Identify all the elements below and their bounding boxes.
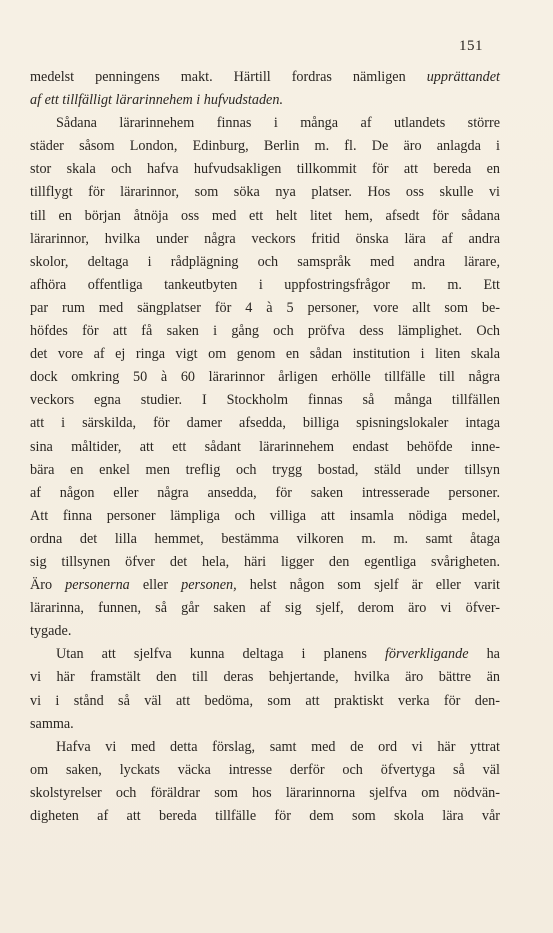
text-segment: eller [129, 577, 182, 594]
text-line [30, 297, 500, 320]
italic-text: af ett tillfälligt lärarinnehem i hufvudstaden. [30, 92, 283, 109]
text-line [30, 713, 500, 736]
italic-text: personerna [65, 577, 130, 594]
text-line [30, 505, 500, 528]
text-line [30, 366, 500, 389]
text-line [30, 805, 500, 828]
text-line [30, 620, 500, 643]
text-line [30, 643, 500, 666]
text-line [30, 412, 500, 435]
text-line [30, 112, 500, 135]
text-line [30, 66, 500, 89]
text-line [30, 528, 500, 551]
text-line [30, 343, 500, 366]
text-segment: skolstyrelser och föräldrar som hos lärarinnorna sjelfva om nödvän- [30, 784, 500, 801]
text-segment: lärarinnor, hvilka under några veckors fritid önska lära af andra [30, 230, 500, 247]
text-segment: afhöra offentliga tankeutbyten i uppfostringsfrågor m. m. Ett [30, 276, 500, 293]
text-segment: helst någon som sjelf är eller varit [236, 577, 500, 594]
italic-text: upprättandet [426, 69, 500, 85]
text-segment: dock omkring 50 à 60 lärarinnor årligen erhölle tillfälle till några [30, 369, 500, 386]
text-segment: sig tillsynen öfver det hela, häri ligger den egentliga svårigheten. [30, 553, 500, 570]
text-segment: bära en enkel men treflig och trygg bostad, stäld under tillsyn [30, 461, 500, 478]
text-segment: af någon eller några ansedda, för saken intresserade personer. [30, 484, 500, 501]
text-line [30, 551, 500, 574]
page-number: 151 [459, 38, 483, 54]
text-segment: Att finna personer lämpliga och villiga att insamla nödiga medel, [30, 507, 500, 524]
text-line [30, 389, 500, 412]
text-line [30, 574, 500, 597]
text-segment: veckors egna studier. I Stockholm finnas så många tillfällen [30, 392, 500, 409]
text-segment: vi här framstält den till deras behjertande, hvilka äro bättre än [30, 669, 500, 686]
text-line [30, 158, 500, 181]
text-line [30, 736, 500, 759]
text-segment: till en början åtnöja oss med ett helt litet hem, afsedt för sådana [30, 207, 500, 224]
text-line [30, 782, 500, 805]
text-segment: skolor, deltaga i rådplägning och samspråk med andra lärare, [30, 253, 500, 270]
text-line [30, 205, 500, 228]
text-line [30, 482, 500, 505]
text-segment: Utan att sjelfva kunna deltaga i planens [56, 646, 385, 663]
text-line [30, 666, 500, 689]
text-segment: digheten af att bereda tillfälle för dem som skola lära vår [30, 808, 500, 824]
text-line [30, 436, 500, 459]
text-segment: om saken, lyckats väcka intresse derför och öfvertyga så väl [30, 761, 500, 778]
text-segment: Hafva vi med detta förslag, samt med de ord vi här yttrat [56, 738, 500, 755]
text-segment: par rum med sängplatser för 4 à 5 personer, vore allt som be- [30, 299, 500, 316]
text-segment: lärarinna, funnen, så går saken af sig sjelf, derom äro vi öfver- [30, 600, 500, 617]
text-segment: stor skala och hafva hufvudsakligen tillkommit för att bereda en [30, 161, 500, 178]
text-segment: höfdes för att få saken i gång och pröfva dess lämplighet. Och [30, 323, 500, 340]
text-line [30, 251, 500, 274]
text-segment: vi i stånd så väl att bedöma, som att praktiskt verka för den- [30, 692, 500, 709]
text-segment: samma. [30, 715, 74, 732]
text-segment: medelst penningens makt. Härtill fordras nämligen [30, 69, 427, 85]
italic-text: förverkligande [384, 646, 469, 663]
text-segment: Sådana lärarinnehem finnas i många af utlandets större [56, 115, 500, 132]
text-line [30, 459, 500, 482]
text-segment: att i särskilda, för damer afsedda, billiga spisningslokaler intaga [30, 415, 500, 432]
text-line [30, 228, 500, 251]
text-segment: städer såsom London, Edinburg, Berlin m. fl. De äro anlagda i [30, 138, 500, 155]
text-segment: ordna det lilla hemmet, bestämma vilkoren m. m. samt åtaga [30, 530, 500, 547]
text-line [30, 181, 500, 204]
text-segment: det vore af ej ringa vigt om genom en sådan institution i liten skala [30, 346, 500, 363]
text-segment: Äro [30, 577, 66, 594]
text-line [30, 320, 500, 343]
body-text [30, 66, 500, 828]
text-line [30, 597, 500, 620]
text-segment: ha [468, 646, 500, 663]
text-segment: tygade. [30, 623, 72, 640]
text-line [30, 135, 500, 158]
italic-text: personen, [181, 577, 237, 594]
text-line [30, 89, 500, 112]
text-segment: tillflygt för lärarinnor, som söka nya platser. Hos oss skulle vi [30, 184, 500, 201]
text-line [30, 690, 500, 713]
text-line [30, 274, 500, 297]
text-segment: sina måltider, att ett sådant lärarinnehem endast behöfde inne- [30, 438, 500, 455]
text-line [30, 759, 500, 782]
